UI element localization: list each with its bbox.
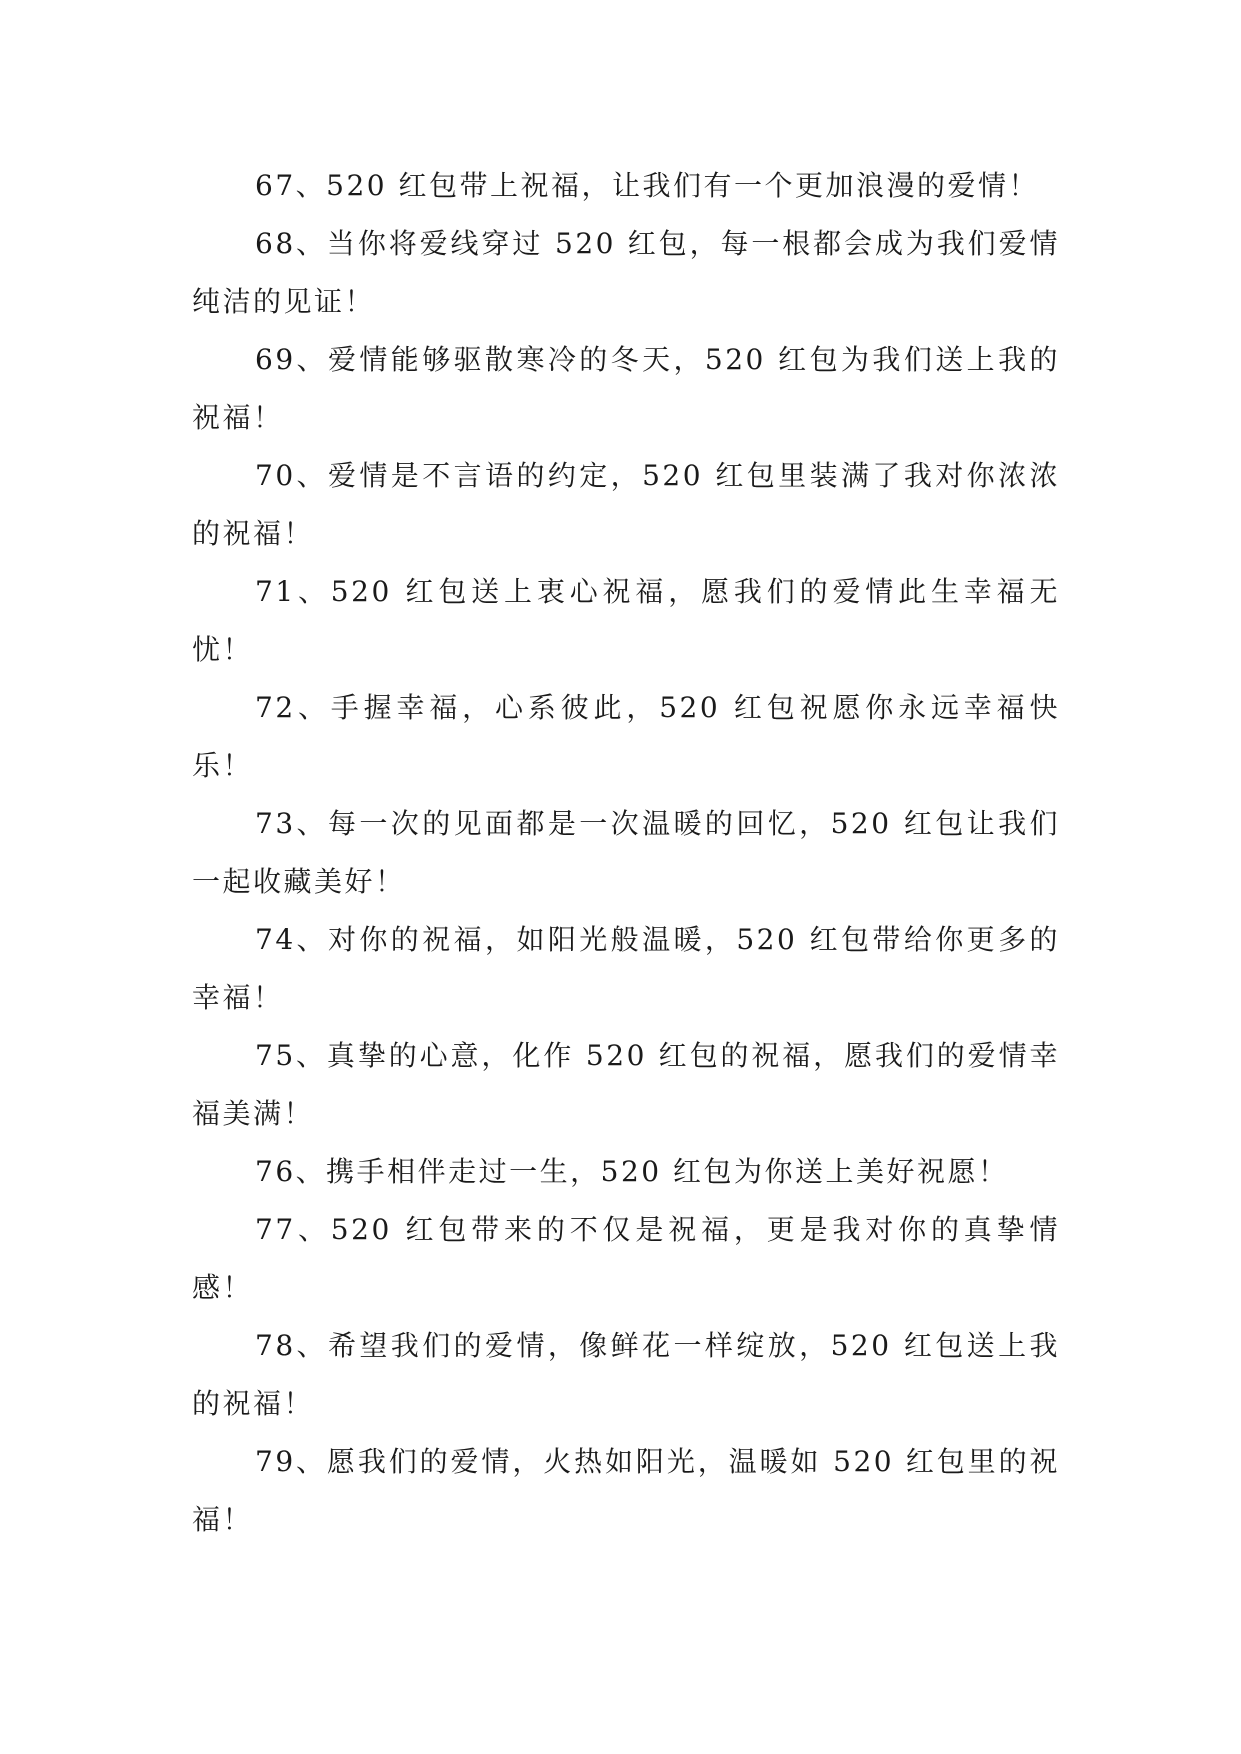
paragraph-68: 68、当你将爱线穿过 520 红包，每一根都会成为我们爱情纯洁的见证！: [192, 227, 1060, 318]
paragraph-79: 79、愿我们的爱情，火热如阳光，温暖如 520 红包里的祝福！: [192, 1445, 1060, 1536]
paragraph-74: 74、对你的祝福，如阳光般温暖，520 红包带给你更多的幸福！: [192, 923, 1060, 1014]
paragraph-67: 67、520 红包带上祝福，让我们有一个更加浪漫的爱情！: [255, 169, 1039, 202]
paragraph-69: 69、爱情能够驱散寒冷的冬天，520 红包为我们送上我的祝福！: [192, 343, 1060, 434]
paragraph-73: 73、每一次的见面都是一次温暖的回忆，520 红包让我们一起收藏美好！: [192, 807, 1060, 898]
document-body: [192, 157, 1060, 1549]
paragraph-77: 77、520 红包带来的不仅是祝福，更是我对你的真挚情感！: [192, 1213, 1060, 1304]
paragraph-78: 78、希望我们的爱情，像鲜花一样绽放，520 红包送上我的祝福！: [192, 1329, 1060, 1420]
paragraph-70: 70、爱情是不言语的约定，520 红包里装满了我对你浓浓的祝福！: [192, 459, 1060, 550]
paragraph-72: 72、手握幸福，心系彼此，520 红包祝愿你永远幸福快乐！: [192, 691, 1060, 782]
paragraph-71: 71、520 红包送上衷心祝福，愿我们的爱情此生幸福无忧！: [192, 575, 1060, 666]
paragraph-75: 75、真挚的心意，化作 520 红包的祝福，愿我们的爱情幸福美满！: [192, 1039, 1060, 1130]
paragraph-76: 76、携手相伴走过一生，520 红包为你送上美好祝愿！: [255, 1155, 1009, 1188]
